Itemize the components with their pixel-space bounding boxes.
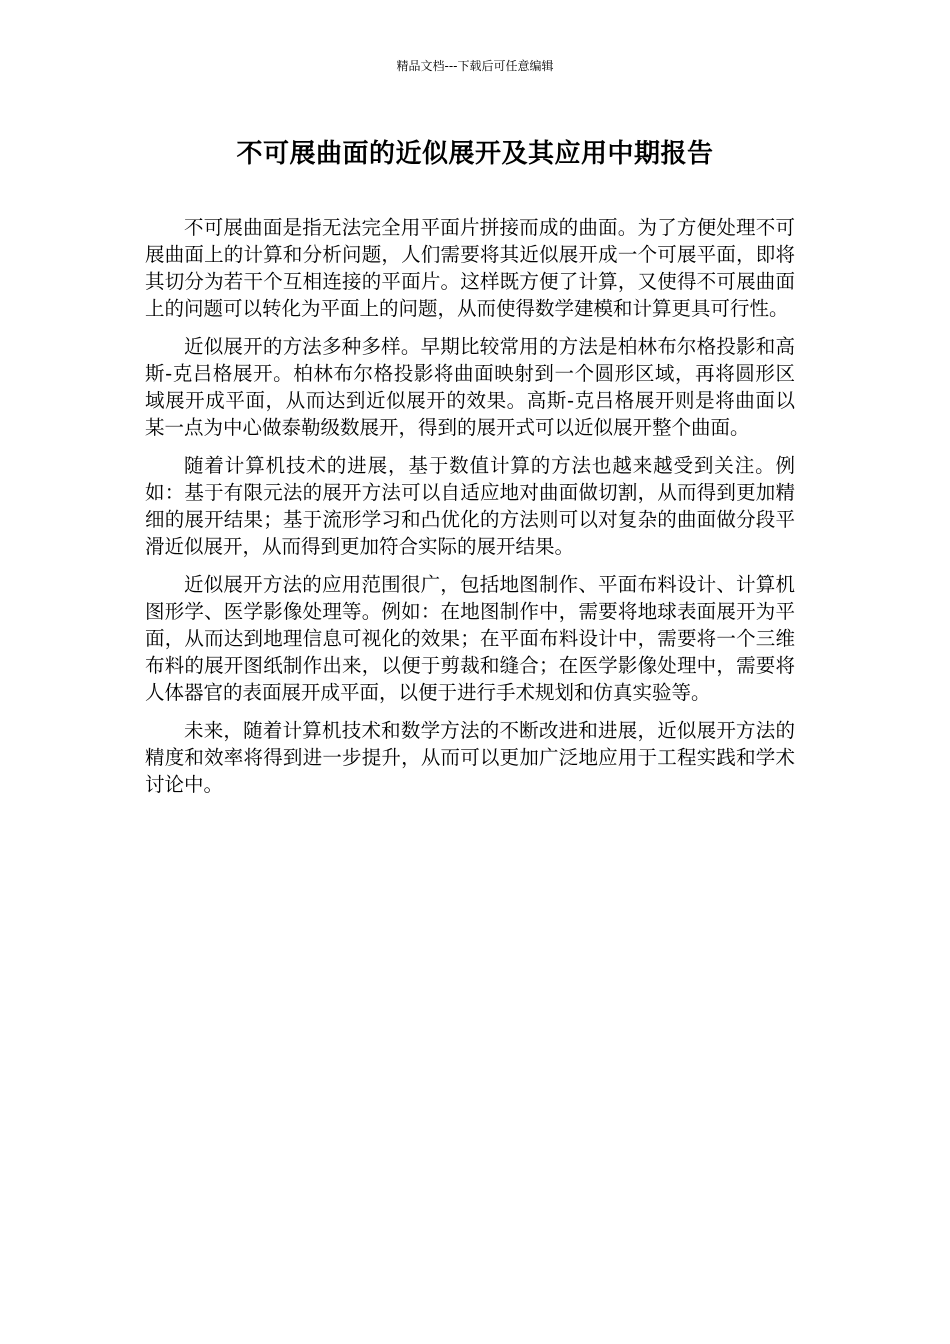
paragraph-1: 不可展曲面是指无法完全用平面片拼接而成的曲面。为了方便处理不可展曲面上的计算和分析问题，人们需要将其近似展开成一个可展平面，即将其切分为若干个互相连接的平面片。这样既方便了计算，又使得不可展曲面上的问题可以转化为平面上的问题，从而使得数学建模和计算更具可行性。 <box>145 216 795 320</box>
document-title: 不可展曲面的近似展开及其应用中期报告 <box>236 139 714 169</box>
document-body <box>145 214 795 809</box>
paragraph-2: 近似展开的方法多种多样。早期比较常用的方法是柏林布尔格投影和高斯-克吕格展开。柏林布尔格投影将曲面映射到一个圆形区域，再将圆形区域展开成平面，从而达到近似展开的效果。高斯-克吕格展开则是将曲面以某一点为中心做泰勒级数展开，得到的展开式可以近似展开整个曲面。 <box>145 335 795 439</box>
paragraph-5: 未来，随着计算机技术和数学方法的不断改进和进展，近似展开方法的精度和效率将得到进一步提升，从而可以更加广泛地应用于工程实践和学术讨论中。 <box>145 719 795 796</box>
page-header: 精品文档---下载后可任意编辑 <box>396 59 554 73</box>
paragraph-3: 随着计算机技术的进展，基于数值计算的方法也越来越受到关注。例如：基于有限元法的展开方法可以自适应地对曲面做切割，从而得到更加精细的展开结果；基于流形学习和凸优化的方法则可以对复杂的曲面做分段平滑近似展开，从而得到更加符合实际的展开结果。 <box>145 454 795 558</box>
paragraph-4: 近似展开方法的应用范围很广，包括地图制作、平面布料设计、计算机图形学、医学影像处理等。例如：在地图制作中，需要将地球表面展开为平面，从而达到地理信息可视化的效果；在平面布料设计中，需要将一个三维布料的展开图纸制作出来，以便于剪裁和缝合；在医学影像处理中，需要将人体器官的表面展开成平面，以便于进行手术规划和仿真实验等。 <box>145 573 795 704</box>
